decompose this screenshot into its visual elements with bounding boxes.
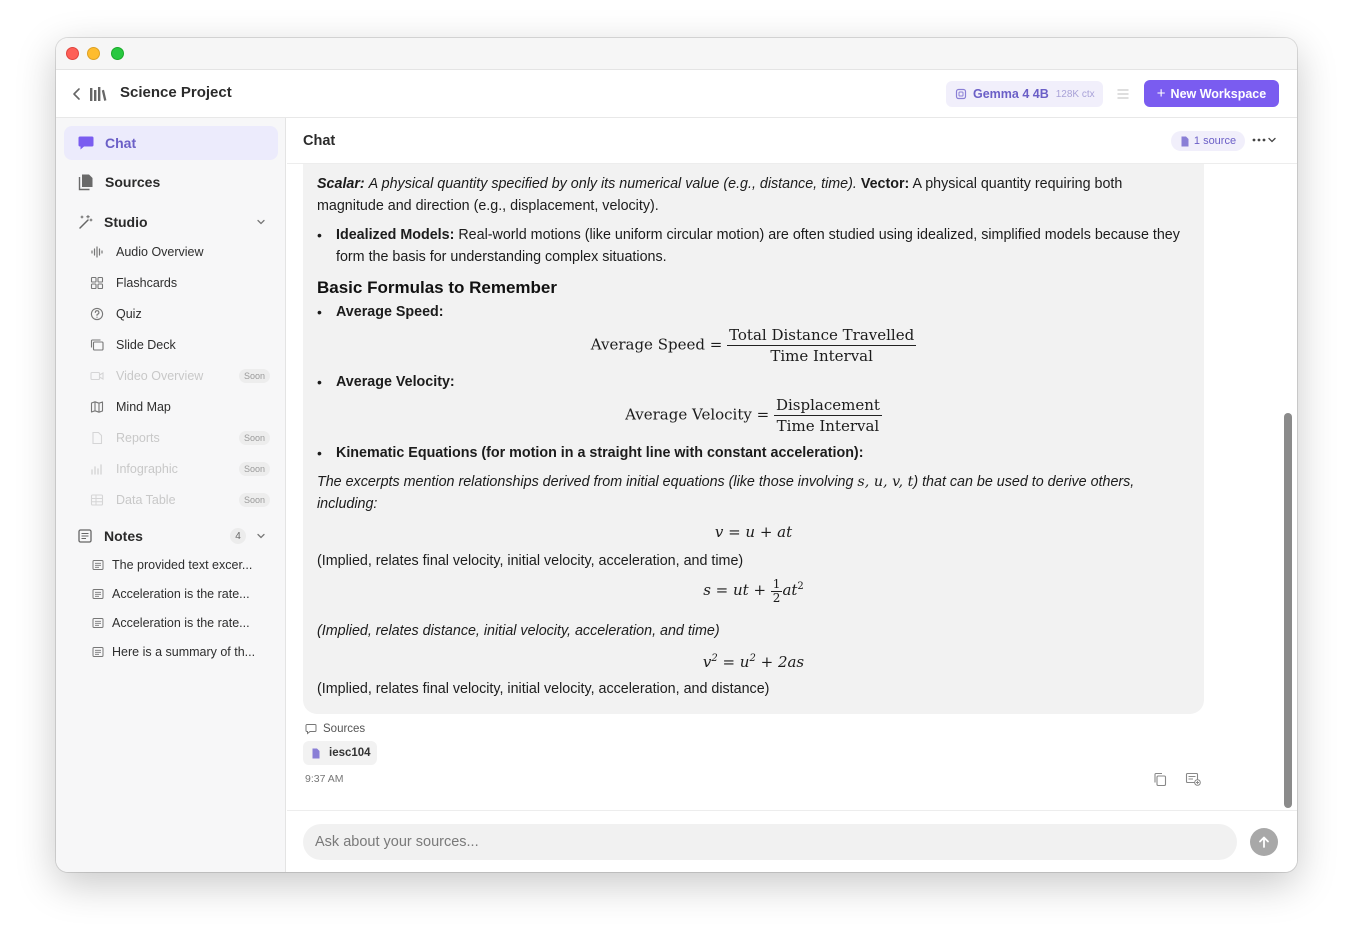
scalar-definition: A physical quantity specified by only its numerical value (e.g., distance, time).	[368, 176, 857, 192]
notes-section-toggle[interactable]	[64, 523, 278, 549]
list-item	[317, 301, 1185, 323]
plus-icon: +	[1156, 85, 1166, 102]
table-icon	[90, 493, 104, 507]
sources-heading-label: Sources	[323, 723, 366, 735]
source-count-pill[interactable]	[1171, 131, 1245, 151]
studio-item-label: Audio Overview	[116, 245, 204, 259]
formula-fraction	[727, 325, 916, 366]
list-item-text	[336, 224, 1185, 268]
quote-icon	[305, 723, 317, 735]
new-workspace-button[interactable]	[1144, 80, 1279, 107]
sidebar-item-chat[interactable]	[64, 126, 278, 160]
chevron-down-icon	[256, 217, 266, 227]
fraction-denominator: Time Interval	[776, 417, 880, 435]
excerpt-text-before: The excerpts mention relationships derived from initial equations (like those involving	[317, 474, 854, 490]
notes-count-badge: 4	[230, 528, 246, 544]
equation-2	[303, 576, 1204, 605]
studio-item-label: Reports	[116, 431, 160, 445]
message-timestamp: 9:37 AM	[305, 773, 344, 785]
studio-item-label: Slide Deck	[116, 338, 176, 352]
formula-lhs: s = ut +	[703, 581, 767, 599]
eq3-part-c: + 2as	[755, 653, 805, 671]
bullet: •	[317, 304, 322, 320]
formula-fraction	[771, 578, 783, 605]
source-chip[interactable]	[303, 741, 377, 765]
studio-item-label: Flashcards	[116, 276, 178, 290]
fraction-numerator: Total Distance Travelled	[729, 326, 915, 344]
studio-item-label: Quiz	[116, 307, 142, 321]
chevron-down-icon	[256, 531, 266, 541]
excerpt-text-after: ) that can be used to derive others, including:	[317, 474, 1135, 512]
avg-speed-formula	[303, 325, 1204, 366]
arrow-up-icon	[1257, 835, 1271, 849]
bar-chart-icon	[90, 462, 104, 476]
note-title: Acceleration is the rate...	[112, 616, 250, 630]
chip-icon	[955, 88, 967, 100]
idealized-term: Idealized Models:	[336, 227, 455, 243]
equation-2-note-text: (Implied, relates distance, initial velocity, acceleration, and time)	[317, 623, 720, 639]
studio-item-video-overview	[90, 364, 270, 388]
studio-item-label: Infographic	[116, 462, 178, 476]
studio-label: Studio	[104, 214, 148, 230]
soon-badge: Soon	[239, 493, 270, 507]
bullet: •	[317, 445, 322, 461]
fraction-numerator: Displacement	[775, 396, 880, 414]
studio-item-label: Mind Map	[116, 400, 171, 414]
document-icon	[90, 431, 104, 445]
note-item[interactable]	[92, 583, 268, 605]
library-icon	[89, 86, 107, 102]
app-window	[56, 38, 1297, 872]
file-icon	[311, 748, 321, 759]
source-count-label: 1 source	[1193, 135, 1237, 147]
equation-2-note	[317, 620, 1185, 642]
model-context: 128K ctx	[1055, 88, 1095, 100]
soon-badge: Soon	[239, 431, 270, 445]
studio-item-slide-deck[interactable]	[90, 333, 270, 357]
equation-1-note: (Implied, relates final velocity, initial velocity, acceleration, and time)	[317, 553, 744, 569]
studio-section-toggle[interactable]	[64, 209, 278, 235]
documents-icon	[77, 173, 95, 191]
note-icon	[92, 617, 104, 629]
eq3-part-a: v	[702, 653, 712, 671]
avg-velocity-label: Average Velocity:	[336, 374, 455, 390]
new-workspace-label: New Workspace	[1170, 86, 1267, 101]
vector-term: Vector:	[860, 176, 910, 192]
studio-item-audio-overview[interactable]	[90, 240, 270, 264]
list-item	[317, 371, 1185, 393]
studio-item-flashcards[interactable]	[90, 271, 270, 295]
chat-header	[287, 118, 1297, 164]
fraction-numerator: 1	[772, 576, 781, 591]
sidebar	[56, 118, 286, 872]
sidebar-item-label: Sources	[105, 174, 161, 190]
eq3-part-b: = u	[717, 653, 750, 671]
studio-item-mind-map[interactable]	[90, 395, 270, 419]
soon-badge: Soon	[239, 369, 270, 383]
vector-definition: A physical quantity requiring both magnitude and direction (e.g., displacement, velocity).	[317, 176, 1123, 214]
grid-icon	[90, 276, 104, 290]
note-title: Here is a summary of th...	[112, 645, 256, 659]
save-to-note-icon[interactable]	[1185, 772, 1201, 786]
note-icon	[92, 559, 104, 571]
idealized-definition: Real-world motions (like uniform circular motion) are often studied using idealized, simplified models because they form the basis for understanding complex situations.	[336, 227, 1180, 265]
note-item[interactable]	[92, 554, 268, 576]
scrollbar-thumb[interactable]	[1284, 413, 1292, 808]
app-header	[56, 70, 1297, 118]
waveform-icon	[90, 245, 104, 259]
ask-input[interactable]	[303, 824, 1237, 860]
note-icon	[92, 588, 104, 600]
studio-item-label: Video Overview	[116, 369, 204, 383]
composer	[287, 810, 1297, 872]
list-item	[317, 442, 1185, 464]
bullet: •	[317, 374, 322, 390]
avg-velocity-formula	[303, 395, 1204, 436]
sidebar-item-label: Chat	[105, 135, 137, 151]
zoom-window-button[interactable]	[111, 47, 124, 60]
studio-item-label: Data Table	[116, 493, 176, 507]
map-icon	[90, 400, 104, 414]
window-titlebar	[56, 38, 1297, 70]
send-button[interactable]	[1250, 828, 1278, 856]
formula-lhs: Average Velocity =	[625, 405, 770, 424]
notes-icon	[77, 528, 93, 544]
project-title: Science Project	[120, 84, 232, 101]
equation-1: v = u + at	[714, 523, 793, 541]
source-chip-label: iesc104	[329, 747, 371, 759]
note-icon	[92, 646, 104, 658]
studio-item-infographic	[90, 457, 270, 481]
section-heading: Basic Formulas to Remember	[317, 278, 557, 297]
note-title: The provided text excer...	[112, 558, 253, 572]
equation-3-note: (Implied, relates final velocity, initial velocity, acceleration, and distance)	[317, 681, 770, 697]
studio-item-data-table	[90, 488, 270, 512]
formula-rhs: at	[782, 581, 798, 599]
slides-icon	[90, 338, 104, 352]
back-icon[interactable]	[70, 85, 84, 103]
list-item	[317, 224, 1185, 268]
equation-3	[303, 648, 1204, 673]
excerpt-paragraph	[317, 471, 1185, 515]
bullet: •	[317, 227, 322, 243]
chat-panel	[287, 118, 1297, 872]
magic-wand-icon	[77, 214, 93, 230]
scalar-term: Scalar:	[317, 176, 365, 192]
sources-heading	[305, 723, 365, 735]
avg-speed-label: Average Speed:	[336, 304, 444, 320]
excerpt-variables: s, u, v, t	[857, 474, 914, 490]
model-name: Gemma 4 4B	[973, 87, 1049, 101]
kinematic-label: Kinematic Equations (for motion in a straight line with constant acceleration):	[336, 445, 864, 461]
fraction-denominator: 2	[772, 590, 781, 605]
settings-list-icon[interactable]	[1116, 87, 1130, 101]
chat-title: Chat	[303, 133, 336, 149]
video-icon	[90, 369, 104, 383]
copy-icon[interactable]	[1153, 772, 1167, 787]
sidebar-item-sources[interactable]	[64, 165, 278, 199]
formula-lhs: Average Speed =	[590, 335, 723, 354]
minimize-window-button[interactable]	[87, 47, 100, 60]
notes-label: Notes	[104, 528, 143, 544]
note-item[interactable]	[92, 612, 268, 634]
formula-fraction	[774, 395, 882, 436]
studio-item-reports	[90, 426, 270, 450]
studio-item-quiz[interactable]	[90, 302, 270, 326]
more-options-icon[interactable]	[1251, 135, 1277, 145]
chat-bubble-icon	[77, 134, 95, 152]
model-selector[interactable]	[946, 81, 1103, 107]
note-title: Acceleration is the rate...	[112, 587, 250, 601]
close-window-button[interactable]	[66, 47, 79, 60]
exponent: 2	[711, 653, 718, 664]
fraction-denominator: Time Interval	[770, 347, 873, 365]
scalar-vector-paragraph	[317, 173, 1185, 217]
question-circle-icon	[90, 307, 104, 321]
chat-scrollbar[interactable]	[1282, 168, 1294, 808]
assistant-message	[303, 164, 1204, 714]
file-icon	[1180, 136, 1190, 147]
exponent: 2	[797, 581, 804, 592]
soon-badge: Soon	[239, 462, 270, 476]
note-item[interactable]	[92, 641, 268, 663]
exponent: 2	[749, 653, 756, 664]
